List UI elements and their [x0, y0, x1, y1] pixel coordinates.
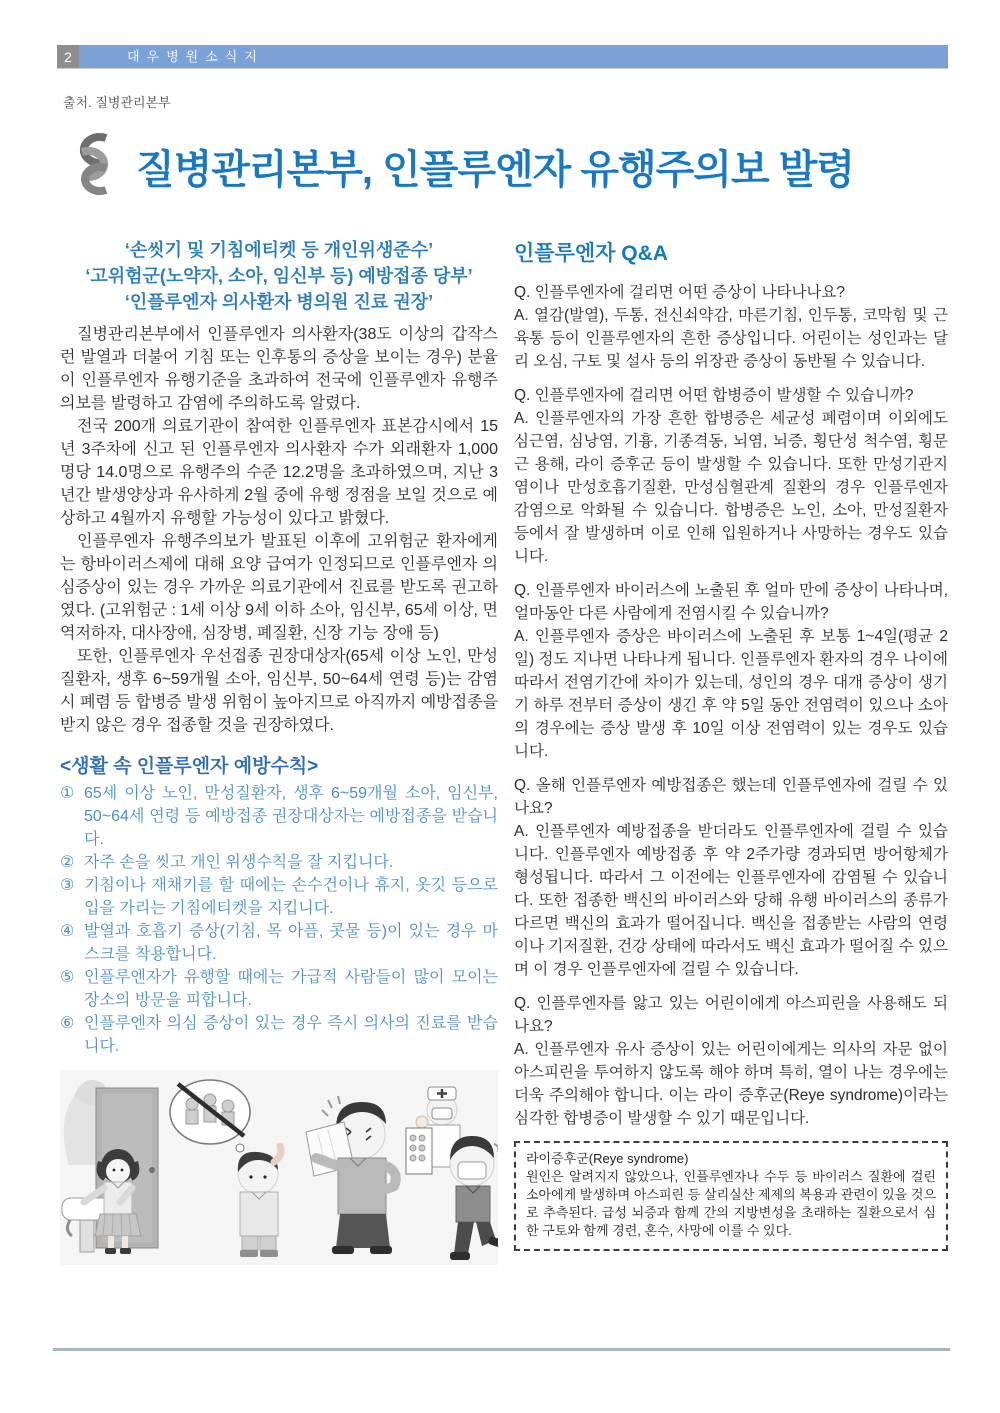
body-paragraph: 또한, 인플루엔자 우선접종 권장대상자(65세 이상 노인, 만성질환자, 생후 6~59개월 소아, 임신부, 50~64세 연령 등)는 감염시 폐렴 등 합병증 발생 위험이 높아지므로 아직까지 예방접종을 받지 않은 경우 접종할 것을 권장하였다. — [60, 648, 498, 734]
rule-text: 65세 이상 노인, 만성질환자, 생후 6~59개월 소아, 임신부, 50~64세 연령 등 예방접종 권장대상자는 예방접종을 받습니다. — [84, 785, 498, 848]
pull-quote: ‘손씻기 및 기침에티켓 등 개인위생준수’ — [124, 240, 434, 260]
qa-item — [514, 384, 948, 568]
page-number: 2 — [57, 45, 79, 68]
qa-question: Q. 인플루엔자에 걸리면 어떤 합병증이 발생할 수 있습니까? — [514, 387, 914, 404]
qa-question: Q. 인플루엔자에 걸리면 어떤 증상이 나타나나요? — [514, 284, 846, 301]
qa-section-heading: 인플루엔자 Q&A — [514, 242, 668, 265]
rule-text: 기침이나 재채기를 할 때에는 손수건이나 휴지, 옷깃 등으로 입을 가리는 기침에티켓을 지킵니다. — [84, 877, 498, 917]
article-headline: 질병관리본부, 인플루엔자 유행주의보 발령 — [136, 148, 854, 192]
footer-rule — [53, 1348, 950, 1351]
rule-item — [60, 782, 498, 851]
qa-answer: A. 인플루엔자 예방접종을 받더라도 인플루엔자에 걸릴 수 있습니다. 인플루엔자 예방접종 후 약 2주가량 경과되면 방어항체가 형성됩니다. 따라서 그 이전에는 인플루엔자에 감염될 수 있습니다. 또한 접종한 백신의 바이러스와 당해 유행 바이러스의 종류가 다르면 백신의 효과가 떨어집니다. 백신을 접종받는 사람의 연령이나 기저질환, 건강 상태에 따라서도 백신 효과가 떨어질 수 있으며 이 경우 인플루엔자에 걸릴 수 있습니다. — [514, 823, 948, 978]
qa-item — [514, 281, 948, 373]
qa-answer: A. 인플루엔자의 가장 흔한 합병증은 세균성 폐렴이며 이외에도 심근염, 심낭염, 기흉, 기종격동, 뇌염, 뇌증, 횡단성 척수염, 횡문근 용해, 라이 증후군 등이 발생할 수 있습니다. 또한 만성기관지염이나 만성호흡기질환, 만성심혈관계 질환의 경우 인플루엔자 감염으로 악화될 수 있습니다. 합병증은 노인, 소아, 만성질환자 등에서 잘 발생하며 이로 인해 입원하거나 사망하는 경우도 있습니다. — [514, 410, 948, 565]
rule-number: ① — [60, 785, 75, 802]
pull-quotes — [60, 237, 498, 315]
newsletter-title: 대우병원소식지 — [127, 49, 264, 64]
body-paragraph: 질병관리본부에서 인플루엔자 의사환자(38도 이상의 갑작스런 발열과 더불어 기침 또는 인후통의 증상을 보이는 경우) 분율이 인플루엔자 유행기준을 초과하여 전국에 인플루엔자 유행주의보를 발령하고 감염에 주의하도록 알렸다. — [60, 326, 498, 412]
note-box-body: 원인은 알려지지 않았으나, 인플루엔자나 수두 등 바이러스 질환에 걸린 소아에게 발생하며 아스피린 등 살리실산 제제의 복용과 관련이 있을 것으로 추측된다. 급성 뇌증과 함께 간의 지방변성을 초래하는 질환으로서 심한 구토와 함께 경련, 혼수, 사망에 이를 수 있다. — [526, 1169, 936, 1238]
rule-text: 인플루엔자가 유행할 때에는 가급적 사람들이 많이 모이는 장소의 방문을 피합니다. — [84, 969, 498, 1009]
qa-answer: A. 열감(발열), 두통, 전신쇠약감, 마른기침, 인두통, 코막힘 및 근육통 등이 인플루엔자의 흔한 증상입니다. 어린이는 성인과는 달리 오심, 구토 및 설사 등의 위장관 증상이 동반될 수 있습니다. — [514, 307, 948, 370]
rule-number: ③ — [60, 877, 75, 894]
body-paragraph: 인플루엔자 유행주의보가 발표된 이후에 고위험군 환자에게는 항바이러스제에 대해 요양 급여가 인정되므로 인플루엔자 의심증상이 있는 경우 가까운 의료기관에서 진료를 받도록 권고하였다. (고위험군 : 1세 이상 9세 이하 소아, 임신부, 65세 이상, 면역저하자, 대사장애, 심장병, 폐질환, 신장 기능 장애 등) — [60, 533, 498, 642]
rule-text: 발열과 호흡기 증상(기침, 목 아픔, 콧물 등)이 있는 경우 마스크를 착용합니다. — [84, 923, 498, 963]
pull-quote: ‘고위험군(노약자, 소아, 임신부 등) 예방접종 당부’ — [85, 266, 473, 286]
rule-item — [60, 1012, 498, 1058]
left-column — [60, 237, 498, 1270]
rule-item — [60, 966, 498, 1012]
kcdc-swirl-logo-icon — [62, 122, 124, 211]
qa-answer: A. 인플루엔자 증상은 바이러스에 노출된 후 보통 1~4일(평균 2일) 정도 지나면 나타나게 됩니다. 인플루엔자 환자의 경우 나이에 따라서 전염기간에 차이가 있는데, 성인의 경우 대개 증상이 생기기 하루 전부터 증상이 생긴 후 약 5일 동안 전염력이 있으나 소아의 경우에는 증상 발생 후 10일 이상 전염력이 있는 경우도 있습니다. — [514, 628, 948, 760]
pull-quote: ‘인플루엔자 의사환자 병의원 진료 권장’ — [124, 292, 434, 312]
prevention-illustration — [60, 1070, 498, 1270]
qa-question: Q. 인플루엔자 바이러스에 노출된 후 얼마 만에 증상이 나타나며, 얼마동안 다른 사람에게 전염시킬 수 있습니까? — [514, 582, 948, 622]
rule-number: ⑥ — [60, 1015, 75, 1032]
rule-number: ② — [60, 854, 75, 871]
rule-item — [60, 874, 498, 920]
body-paragraph: 전국 200개 의료기관이 참여한 인플루엔자 표본감시에서 15년 3주차에 신고 된 인플루엔자 의사환자 수가 외래환자 1,000명당 14.0명으로 유행주의 수준 12.2명을 초과하였으며, 지난 3년간 발생양상과 유사하게 2월 중에 유행 정점을 보일 것으로 예상하고 4월까지 유행할 가능성이 있다고 밝혔다. — [60, 418, 498, 527]
rule-number: ⑤ — [60, 969, 75, 986]
right-column — [514, 237, 948, 1251]
rule-number: ④ — [60, 923, 75, 940]
qa-answer: A. 인플루엔자 유사 증상이 있는 어린이에게는 의사의 자문 없이 아스피린을 투여하지 않도록 해야 하며 특히, 열이 나는 경우에는 더욱 주의해야 합니다. 이는 라이 증후군(Reye syndrome)이라는 심각한 합병증이 발생할 수 있기 때문입니다. — [514, 1041, 948, 1127]
qa-item — [514, 579, 948, 763]
rule-item — [60, 920, 498, 966]
source-line: 출처. 질병관리본부 — [63, 95, 171, 110]
rule-text: 자주 손을 씻고 개인 위생수칙을 잘 지킵니다. — [84, 854, 394, 871]
note-box-title: 라이증후군(Reye syndrome) — [526, 1151, 689, 1166]
qa-question: Q. 올해 인플루엔자 예방접종은 했는데 인플루엔자에 걸릴 수 있나요? — [514, 777, 948, 817]
rules-section-heading: <생활 속 인플루엔자 예방수칙> — [60, 756, 319, 777]
page-header-bar — [57, 45, 948, 69]
qa-item — [514, 774, 948, 981]
reye-syndrome-note-box — [514, 1141, 948, 1251]
qa-question: Q. 인플루엔자를 앓고 있는 어린이에게 아스피린을 사용해도 되나요? — [514, 995, 948, 1035]
masthead — [62, 122, 952, 211]
rule-item — [60, 851, 498, 874]
rule-text: 인플루엔자 의심 증상이 있는 경우 즉시 의사의 진료를 받습니다. — [84, 1015, 498, 1055]
qa-item — [514, 992, 948, 1130]
